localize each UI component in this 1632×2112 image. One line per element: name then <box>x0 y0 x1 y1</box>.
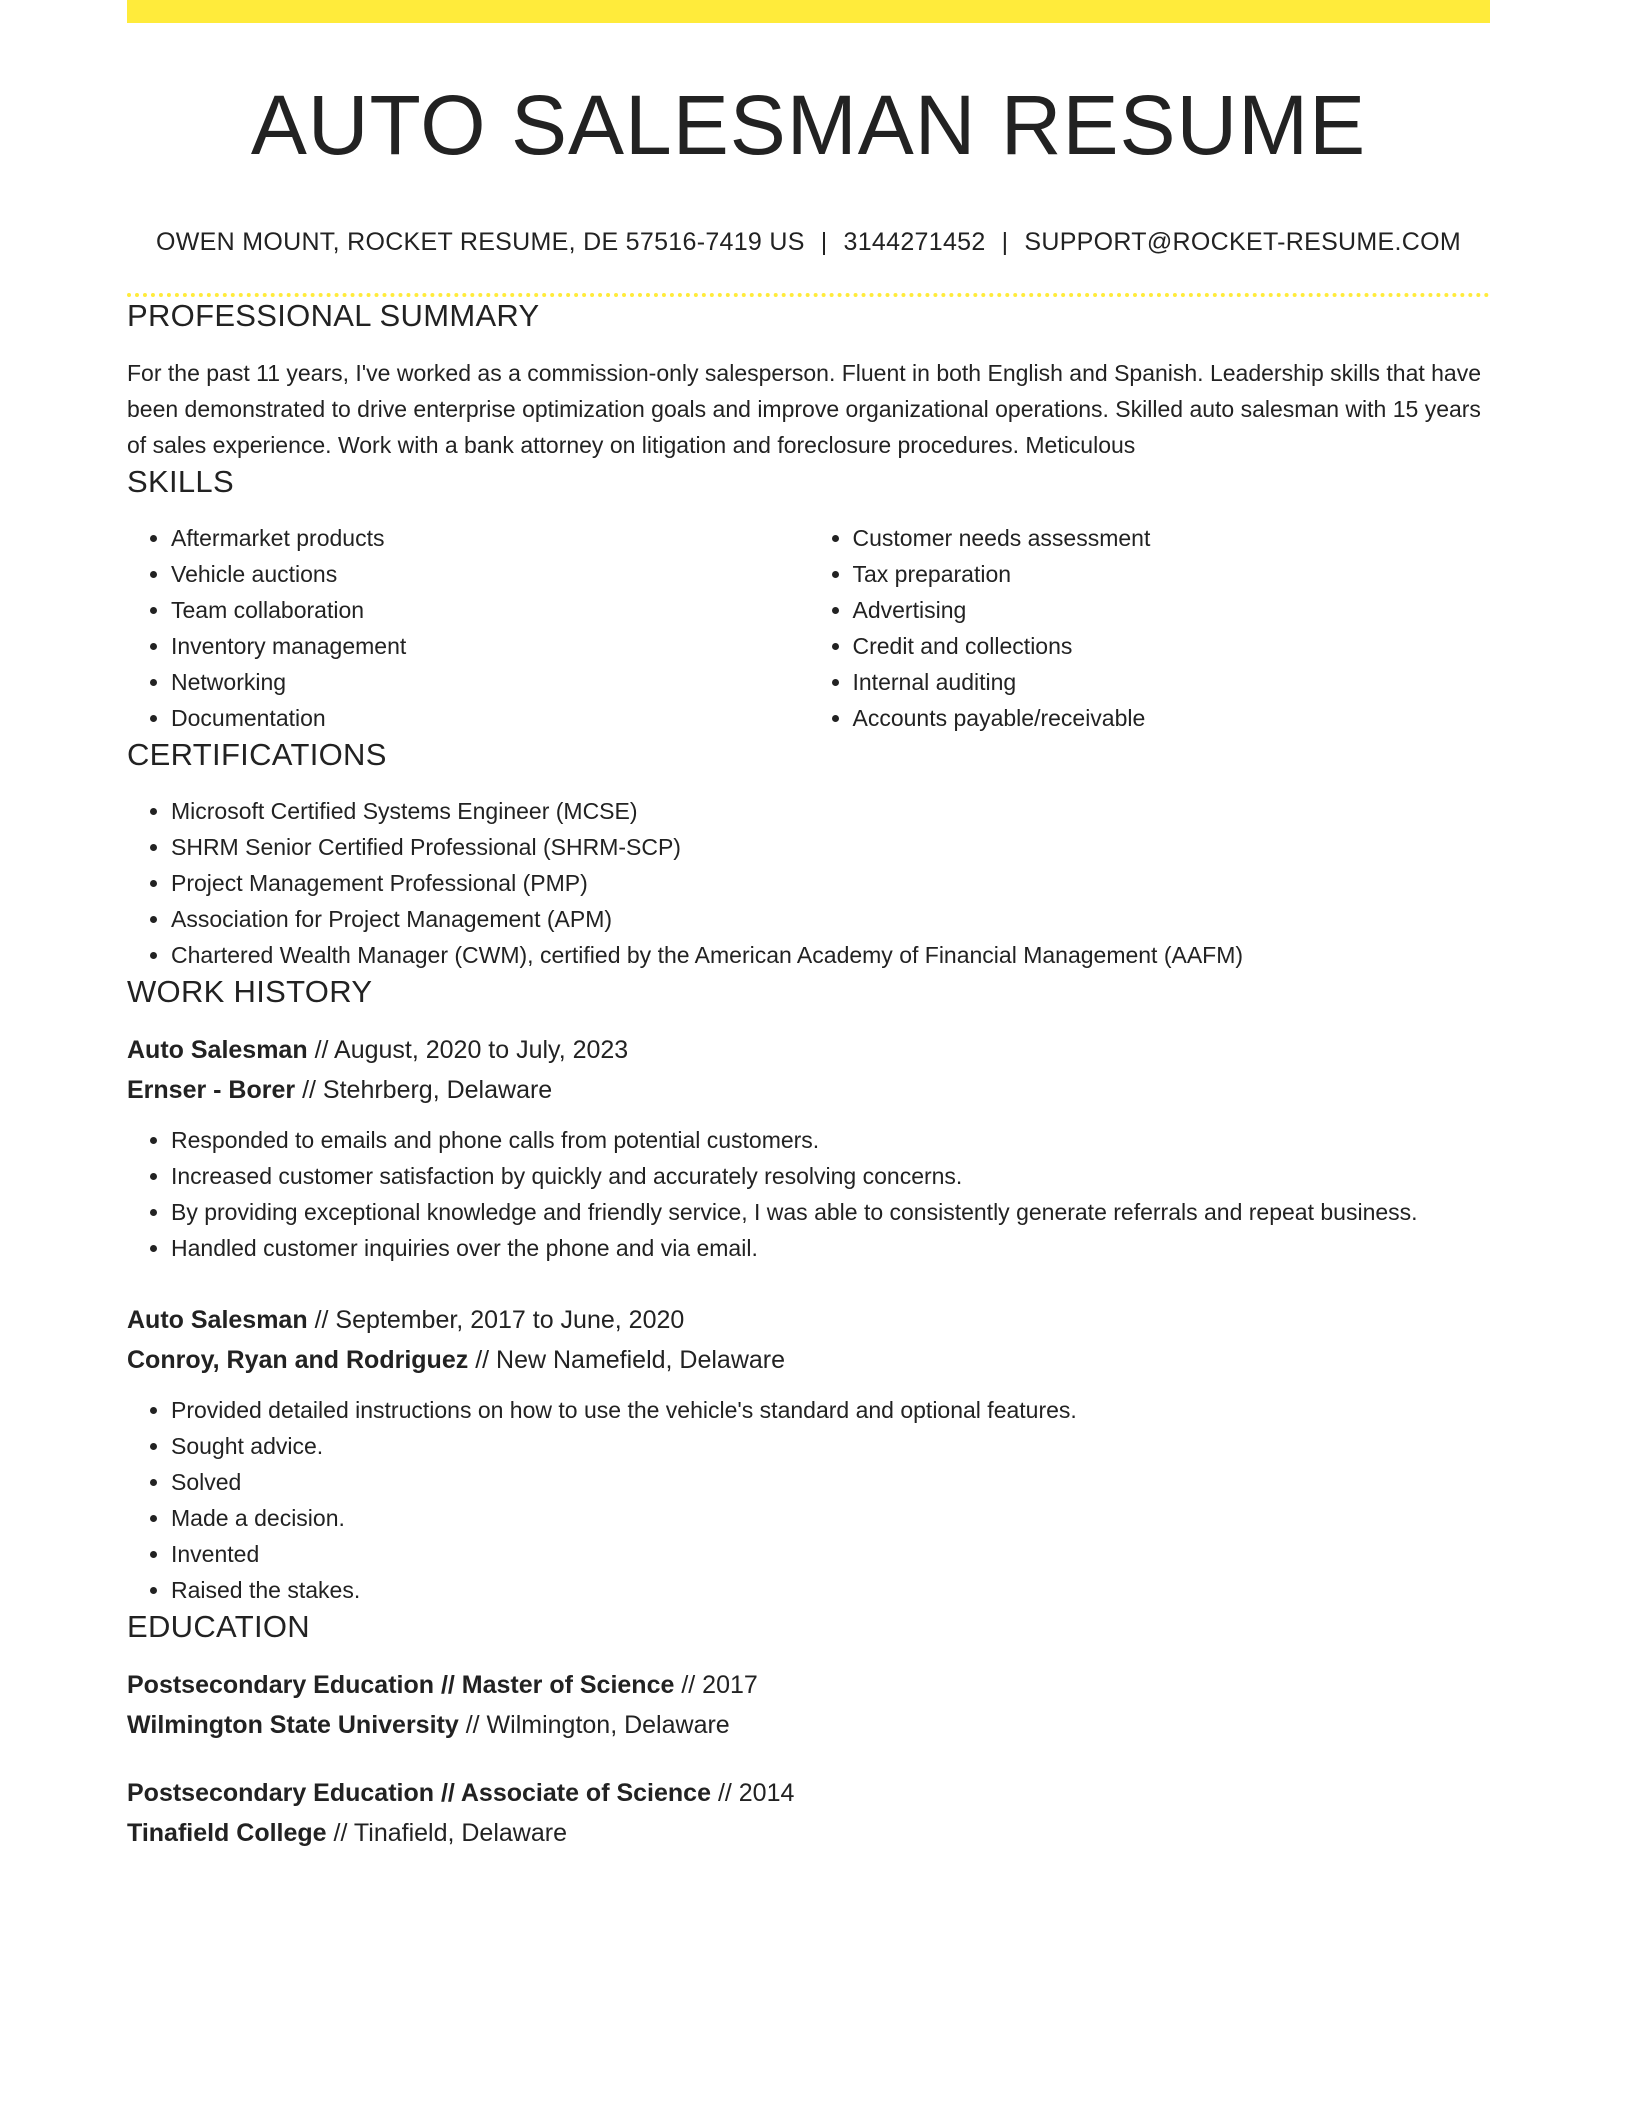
skill-item: • Inventory management <box>171 628 809 664</box>
work-history-heading: WORK HISTORY <box>127 973 373 1009</box>
skills-heading: SKILLS <box>127 463 234 499</box>
certifications-heading: CERTIFICATIONS <box>127 736 387 772</box>
education-degree-line <box>127 1665 1490 1705</box>
skill-item: • Vehicle auctions <box>171 556 809 592</box>
certification-item: • Chartered Wealth Manager (CWM), certified by the American Academy of Financial Management (AAFM) <box>171 937 1490 973</box>
skills-right-list <box>809 520 1491 736</box>
contact-address: OWEN MOUNT, ROCKET RESUME, DE 57516-7419 US <box>156 228 805 257</box>
contact-email: SUPPORT@ROCKET-RESUME.COM <box>1024 228 1461 257</box>
job-location: // New Namefield, Delaware <box>475 1346 786 1375</box>
resume-title: AUTO SALESMAN RESUME <box>250 78 1367 172</box>
skill-item: • Credit and collections <box>853 628 1491 664</box>
education-year: // 2014 <box>717 1779 795 1808</box>
skills-left-list <box>127 520 809 736</box>
education-entry <box>127 1773 1490 1853</box>
skill-item: • Internal auditing <box>853 664 1491 700</box>
education-degree: Postsecondary Education // Master of Science <box>127 1671 675 1700</box>
skill-item: • Aftermarket products <box>171 520 809 556</box>
skills-columns <box>127 520 1490 736</box>
skill-item: • Tax preparation <box>853 556 1491 592</box>
job-dates: // August, 2020 to July, 2023 <box>314 1036 629 1065</box>
certification-item: • Association for Project Management (APM) <box>171 901 1490 937</box>
job-title-line <box>127 1300 1490 1340</box>
skill-item: • Documentation <box>171 700 809 736</box>
summary-heading: PROFESSIONAL SUMMARY <box>127 298 540 334</box>
certification-item: • SHRM Senior Certified Professional (SHRM-SCP) <box>171 829 1490 865</box>
certification-item: • Project Management Professional (PMP) <box>171 865 1490 901</box>
accent-top-bar <box>127 0 1490 23</box>
certification-item: • Microsoft Certified Systems Engineer (MCSE) <box>171 793 1490 829</box>
education-location: // Wilmington, Delaware <box>465 1711 730 1740</box>
job-bullet: • Responded to emails and phone calls from potential customers. <box>171 1122 1490 1158</box>
job-company-line <box>127 1340 1490 1380</box>
job-bullet: • By providing exceptional knowledge and friendly service, I was able to consistently generate referrals and repeat business. <box>171 1194 1490 1230</box>
education-heading: EDUCATION <box>127 1609 310 1645</box>
contact-separator: | <box>820 228 828 257</box>
education-school-line <box>127 1705 1490 1745</box>
education-degree: Postsecondary Education // Associate of Science <box>127 1779 711 1808</box>
job-entry <box>127 1300 1490 1608</box>
job-title: Auto Salesman <box>127 1306 308 1335</box>
job-bullet: • Handled customer inquiries over the phone and via email. <box>171 1230 1490 1266</box>
education-location: // Tinafield, Delaware <box>333 1819 567 1848</box>
job-bullets <box>127 1392 1490 1608</box>
job-bullets <box>127 1122 1490 1266</box>
job-company-line <box>127 1070 1490 1110</box>
job-company: Conroy, Ryan and Rodriguez <box>127 1346 469 1375</box>
skill-item: • Team collaboration <box>171 592 809 628</box>
job-bullet: • Solved <box>171 1464 1490 1500</box>
skill-item: • Accounts payable/receivable <box>853 700 1491 736</box>
skill-item: • Advertising <box>853 592 1491 628</box>
job-entry <box>127 1030 1490 1266</box>
skill-item: • Customer needs assessment <box>853 520 1491 556</box>
skill-item: • Networking <box>171 664 809 700</box>
job-location: // Stehrberg, Delaware <box>302 1076 553 1105</box>
job-bullet: • Made a decision. <box>171 1500 1490 1536</box>
job-bullet: • Raised the stakes. <box>171 1572 1490 1608</box>
education-school: Wilmington State University <box>127 1711 459 1740</box>
education-year: // 2017 <box>681 1671 758 1700</box>
job-title: Auto Salesman <box>127 1036 308 1065</box>
job-dates: // September, 2017 to June, 2020 <box>314 1306 685 1335</box>
job-bullet: • Sought advice. <box>171 1428 1490 1464</box>
contact-separator: | <box>1001 228 1009 257</box>
job-title-line <box>127 1030 1490 1070</box>
contact-line <box>127 227 1490 257</box>
education-school: Tinafield College <box>127 1819 327 1848</box>
education-school-line <box>127 1813 1490 1853</box>
job-bullet: • Increased customer satisfaction by quickly and accurately resolving concerns. <box>171 1158 1490 1194</box>
education-degree-line <box>127 1773 1490 1813</box>
summary-text: For the past 11 years, I've worked as a commission-only salesperson. Fluent in both English and Spanish. Leadership skills that have been demonstrated to drive enterprise optimization goals and improve organizational operations. Skilled auto salesman with 15 years of sales experience. Work with a bank attorney on litigation and foreclosure procedures. Meticulous <box>127 359 1482 458</box>
resume-page <box>127 0 1490 1853</box>
contact-phone: 3144271452 <box>843 228 986 257</box>
job-company: Ernser - Borer <box>127 1076 296 1105</box>
job-bullet: • Invented <box>171 1536 1490 1572</box>
job-bullet: • Provided detailed instructions on how to use the vehicle's standard and optional features. <box>171 1392 1490 1428</box>
education-entry <box>127 1665 1490 1745</box>
certifications-list <box>127 793 1490 973</box>
